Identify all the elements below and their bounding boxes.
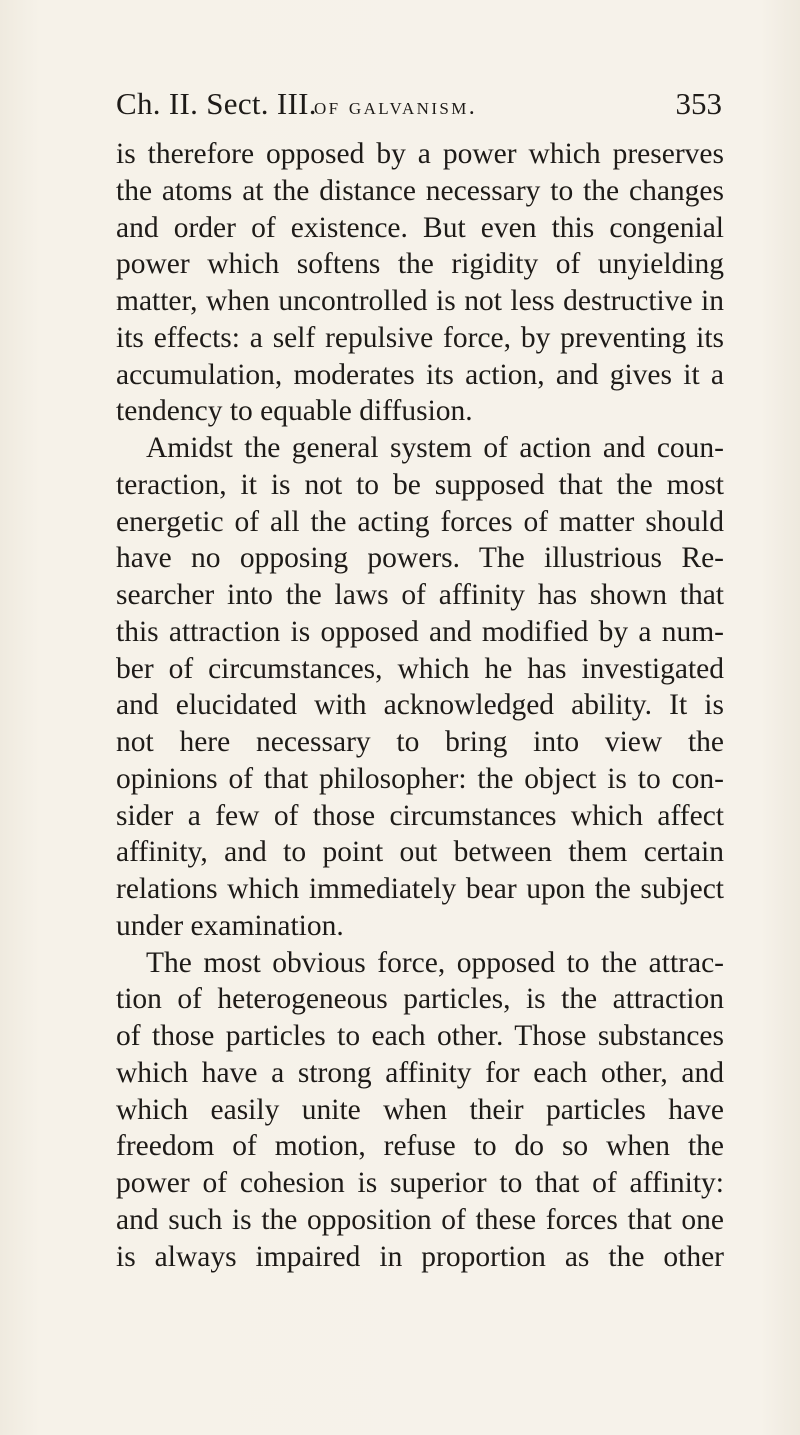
paragraph-end-line: tendency to equable diffusion. [116, 395, 473, 428]
text-line: power of cohesion is superior to that of affinity: [116, 1167, 724, 1199]
text-line: and elucidated with acknowledged ability. It is [116, 689, 724, 722]
page-number: 353 [675, 86, 722, 121]
text-line: accumulation, moderates its action, and gives it a [116, 358, 724, 391]
text-line: searcher into the laws of affinity has shown that [116, 579, 724, 611]
text-line: and order of existence. But even this congenial [116, 211, 724, 244]
paragraph-start-line: Amidst the general system of action and coun- [146, 432, 724, 464]
paragraph-start-line: The most obvious force, opposed to the attrac- [146, 946, 724, 979]
body-text [116, 136, 724, 1275]
text-line: have no opposing powers. The illustrious Re- [116, 542, 724, 575]
text-line: is therefore opposed by a power which preserves [116, 138, 724, 170]
text-line: which easily unite when their particles have [116, 1093, 724, 1126]
text-line: is always impaired in proportion as the other [116, 1240, 724, 1273]
text-line: this attraction is opposed and modified by a num- [116, 615, 724, 648]
text-line: which have a strong affinity for each other, and [116, 1056, 724, 1089]
text-line: affinity, and to point out between them certain [116, 836, 724, 869]
text-line: not here necessary to bring into view the [116, 726, 724, 758]
text-line: matter, when uncontrolled is not less destructive in [116, 285, 724, 317]
text-line: the atoms at the distance necessary to the changes [116, 174, 724, 207]
text-line: of those particles to each other. Those substances [116, 1020, 724, 1052]
text-line: its effects: a self repulsive force, by preventing its [116, 321, 724, 354]
text-line: ber of circumstances, which he has investigated [116, 652, 724, 685]
text-line: opinions of that philosopher: the object is to con- [116, 762, 724, 795]
paragraph-end-line: under examination. [116, 909, 344, 942]
chapter-section-label: Ch. II. Sect. III. [116, 86, 317, 121]
text-line: freedom of motion, refuse to do so when the [116, 1130, 724, 1163]
text-line: tion of heterogeneous particles, is the attraction [116, 983, 724, 1016]
text-line: teraction, it is not to be supposed that the most [116, 468, 724, 501]
text-line: relations which immediately bear upon the subject [116, 873, 724, 905]
text-line: sider a few of those circumstances which affect [116, 799, 724, 832]
running-header [116, 84, 722, 124]
text-line: energetic of all the acting forces of matter should [116, 505, 724, 538]
text-line: power which softens the rigidity of unyielding [116, 248, 724, 281]
running-title: of galvanism. [314, 94, 478, 120]
text-line: and such is the opposition of these forces that one [116, 1203, 724, 1236]
